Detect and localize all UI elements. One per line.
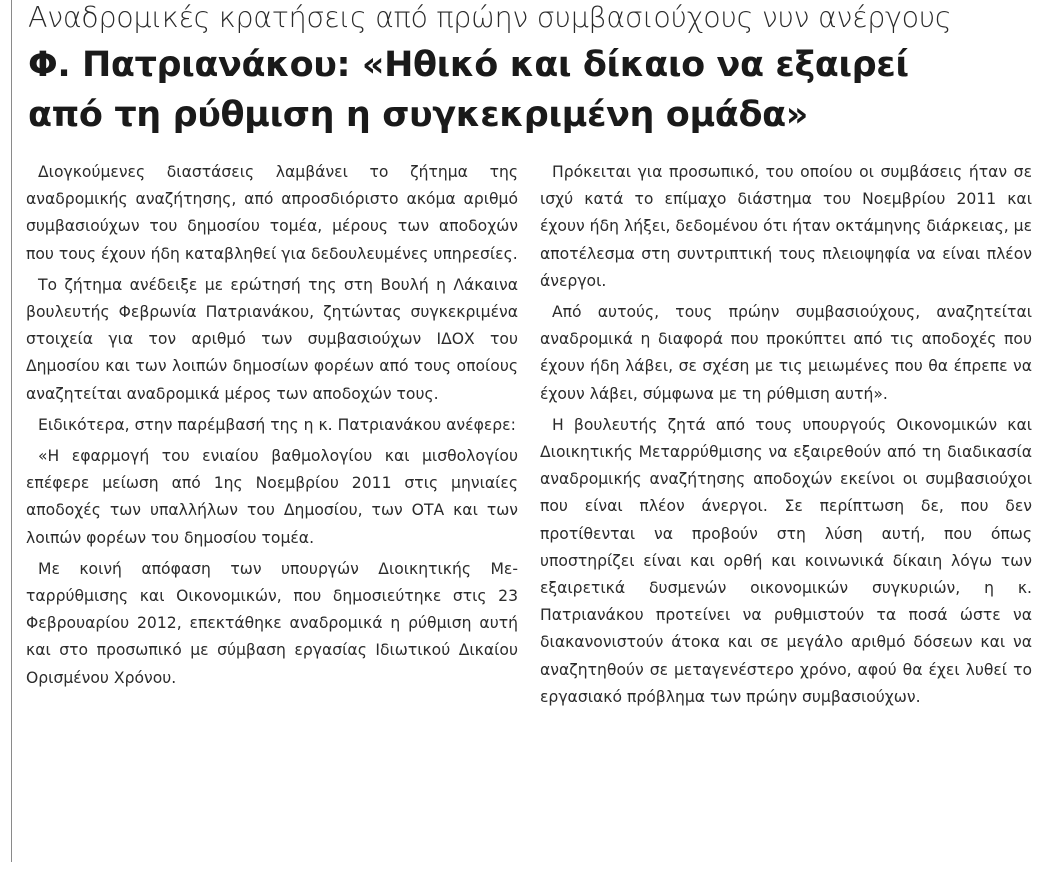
paragraph: Η βουλευτής ζητά από τους υπουργούς Οικονομικών και Διοικητικής Μεταρρύθμισης να εξαιρεθούν από τη διαδικασία αναδρομικής αναζήτησης αποδοχών εκείνοι οι συμβασιούχοι που είναι πλέον άνεργοι. Σε περίπτωση δε, που δεν προτίθενται να προβούν στη λύση αυτή, που όπως υποστηρίζει είναι και ορθή και κοινωνικά δίκαιη λόγω των εξαιρετικά δυσμενών οικονομικών συγκυριών, η κ. Πατριανάκου προτείνει να ρυθμιστούν τα ποσά ώστε να διακανονιστούν άτοκα και σε μεγάλο αριθμό δόσεων και να αναζητηθούν σε μεταγενέστερο χρόνο, αφού θα έχει λυθεί το εργασιακό πρόβλημα των πρώην συμβασιούχων. (540, 415, 1032, 706)
paragraph: Από αυτούς, τους πρώην συμβασιούχους, αναζητείται αναδρομικά η διαφορά που προκύπτει από τις αποδοχές που έχουν ήδη λάβει, σε σχέση με τις μειωμένες που θα έπρεπε να έχουν λάβει, σύμφωνα με τη ρύθμιση αυτή». (540, 303, 1032, 403)
article-kicker: Αναδρομικές κρατήσεις από πρώην συμβασιούχους νυν ανέργους (28, 1, 952, 34)
paragraph: Με κοινή απόφαση των υπουργών Διοικητικής Μεταρρύθμισης και Οικονομικών, που δημοσιεύτηκε στις 23 Φεβρουαρίου 2012, επεκτάθηκε αναδρομικά η ρύθμιση αυτή και στο προσωπικό με σύμβαση εργασίας Ιδιωτικού Δικαίου Ορισμένου Χρόνου. (26, 559, 518, 687)
article-column-left (26, 159, 518, 692)
paragraph: «Η εφαρμογή του ενιαίου βαθμολογίου και μισθολογίου επέφερε μείωση από 1ης Νοεμβρίου 2011 στις μηνιαίες αποδοχές των υπαλλήλων του Δημοσίου, των ΟΤΑ και των λοιπών φορέων του δημοσίου τομέα. (26, 447, 518, 547)
paragraph: Διογκούμενες διαστάσεις λαμβάνει το ζήτημα της αναδρομικής αναζήτησης, από απροσδιόριστο ακόμα αριθμό συμβασιούχων του δημοσίου τομέα, μέρους των αποδοχών που τους έχουν ήδη καταβληθεί για δεδουλευμένες υπηρεσίες. (26, 163, 518, 263)
paragraph: Πρόκειται για προσωπικό, του οποίου οι συμβάσεις ήταν σε ισχύ κατά το επίμαχο διάστημα του Νοεμβρίου 2011 και έχουν ήδη λήξει, δεδομένου ότι ήταν οκτάμηνης διάρκειας, με αποτέλεσμα στη συντριπτική τους πλειοψηφία να είναι πλέον άνεργοι. (540, 163, 1032, 290)
article-column-right (540, 159, 1032, 711)
paragraph: Ειδικότερα, στην παρέμβασή της η κ. Πατριανάκου ανέφερε: (38, 415, 516, 434)
column-rule (11, 0, 12, 862)
headline-line-2: από τη ρύθμιση η συγκεκριμένη ομάδα» (28, 95, 808, 135)
headline-line-1: Φ. Πατριανάκου: «Ηθικό και δίκαιο να εξαιρεί (28, 45, 909, 85)
article-headline (28, 40, 1058, 140)
paragraph: Το ζήτημα ανέδειξε με ερώτησή της στη Βουλή η Λάκαινα βουλευτής Φεβρωνία Πατριανάκου, ζητώντας συγκεκριμένα στοιχεία για τον αριθμό των συμβασιούχων ΙΔΟΧ του Δημοσίου και των λοιπών δημοσίων φορέων από τους οποίους αναζητείται αναδρομικά μέρος των αποδοχών τους. (26, 275, 518, 403)
